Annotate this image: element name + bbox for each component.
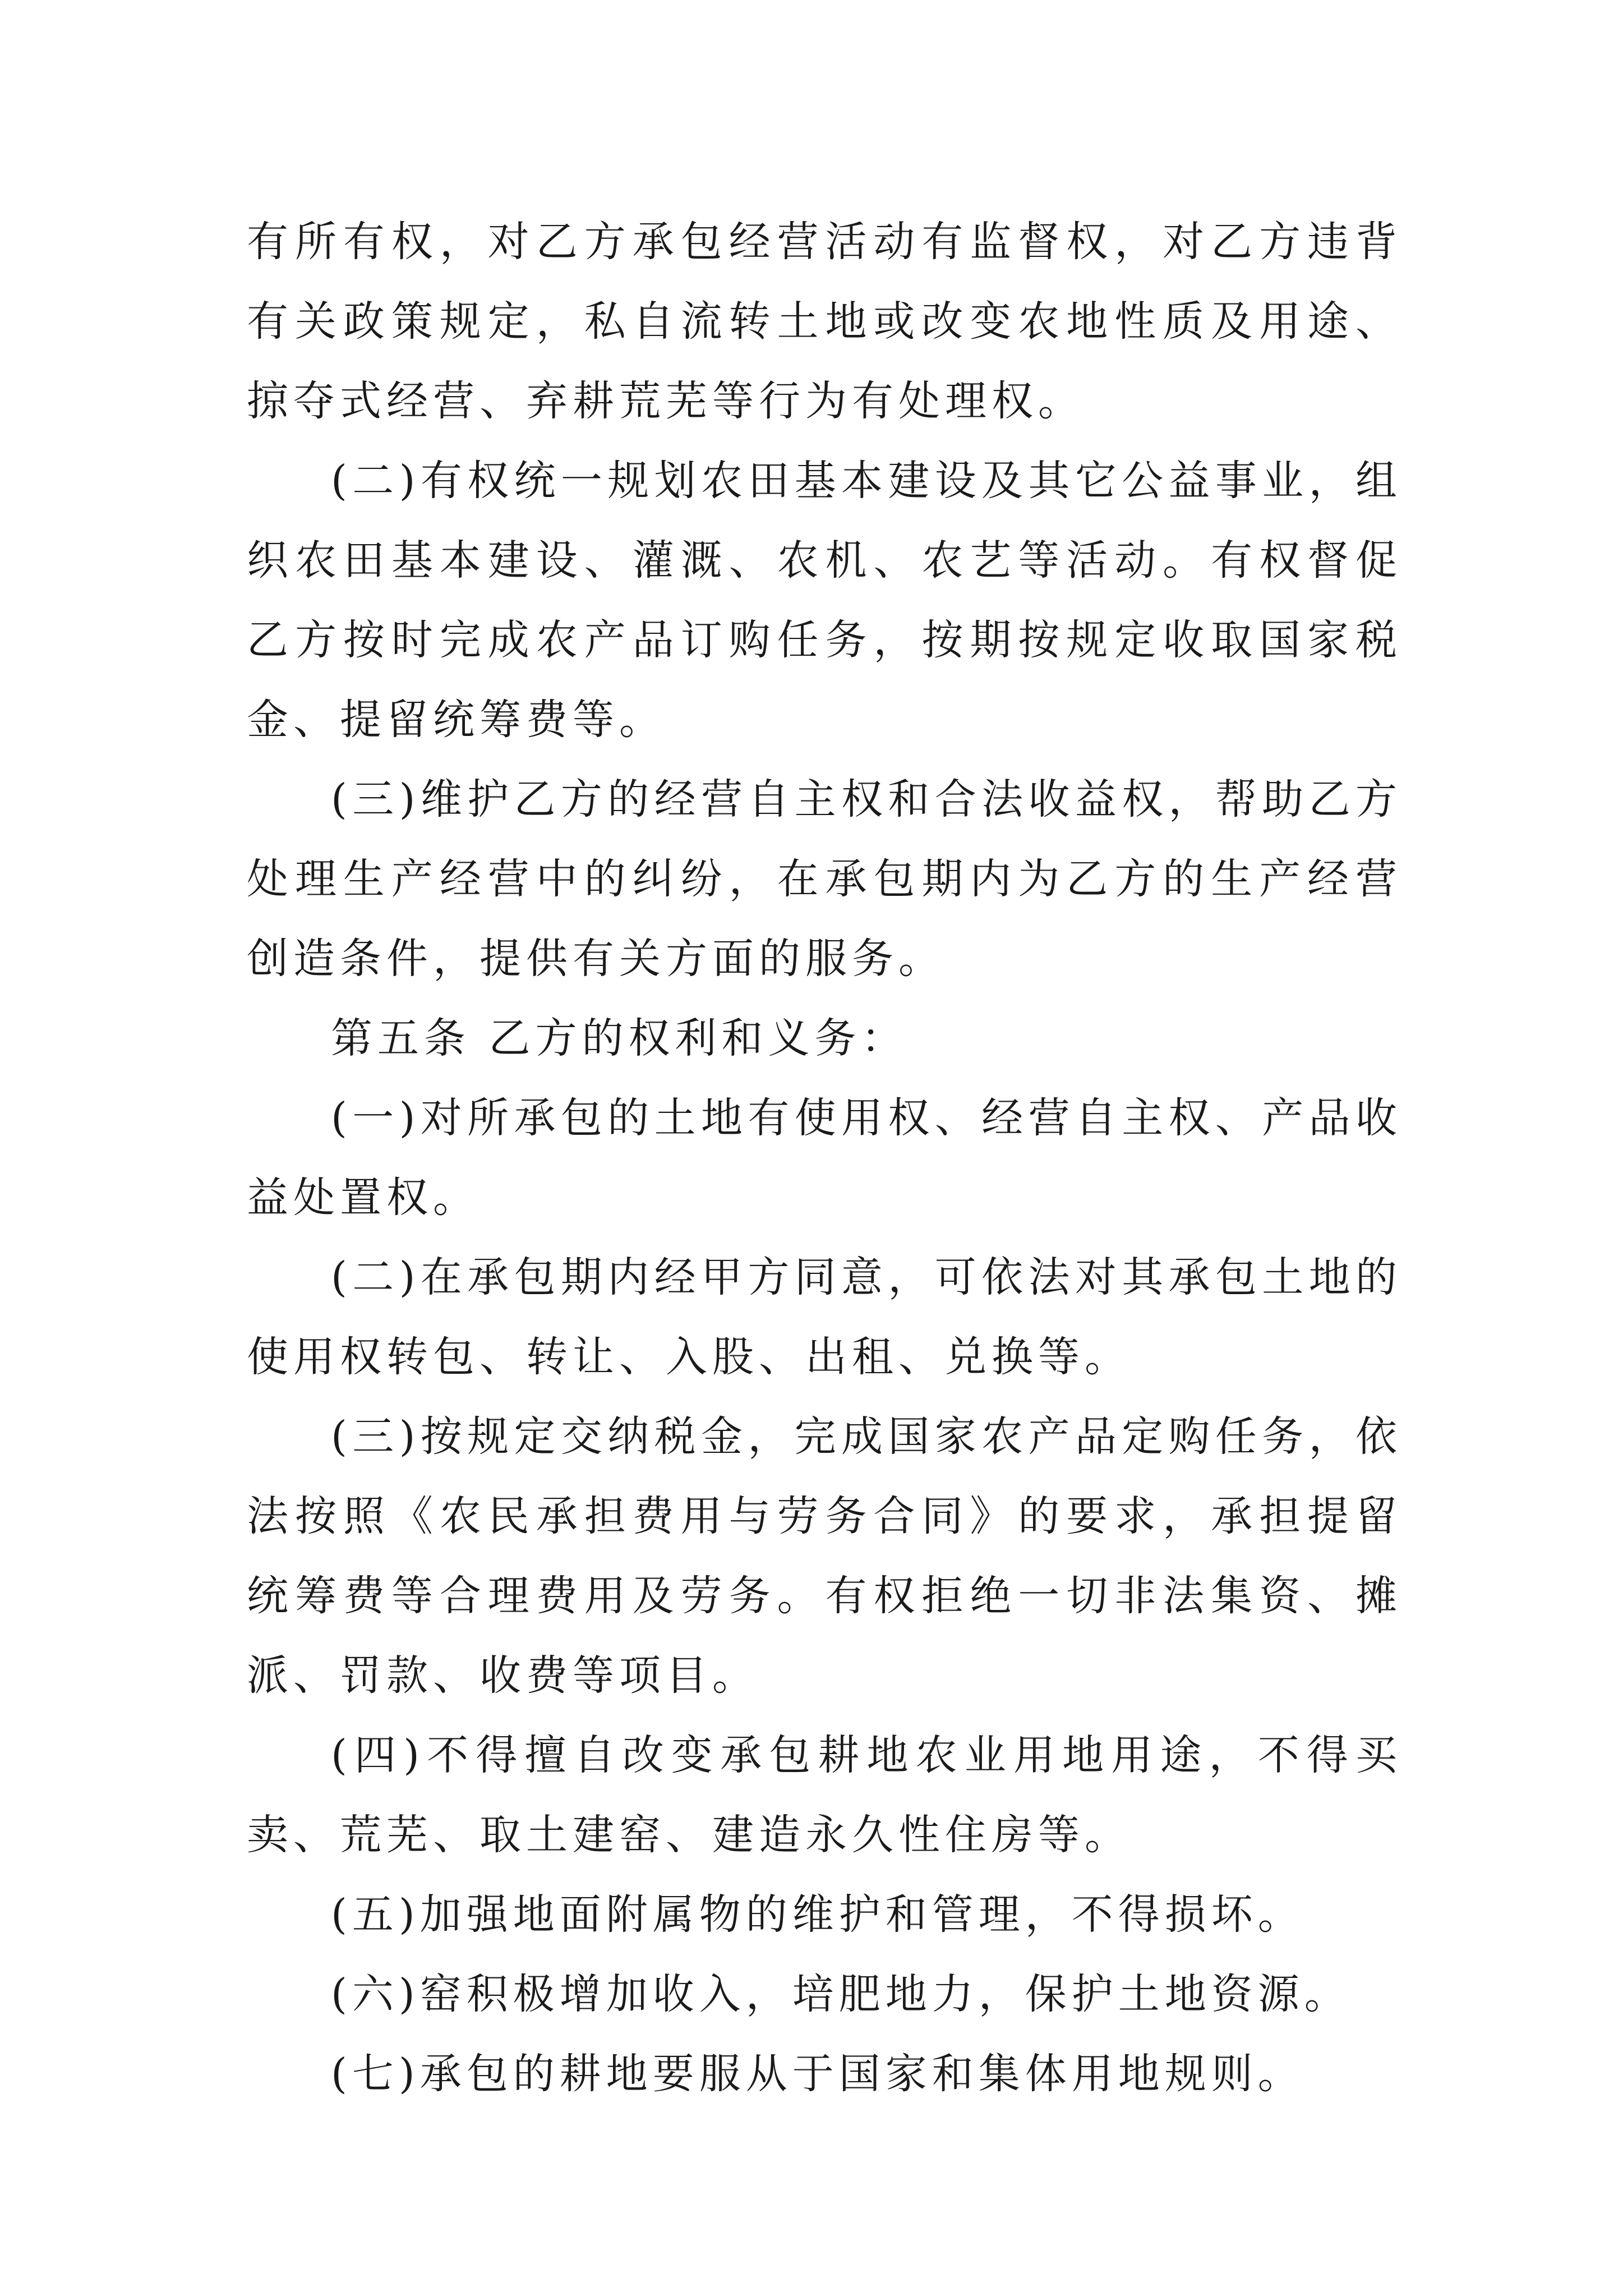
paragraph-item-2: (二)有权统一规划农田基本建设及其它公益事业，组织农田基本建设、灌溉、农机、农艺等活动。有权督促乙方按时完成农产品订购任务，按期按规定收取国家税金、提留统筹费等。 — [247, 457, 1402, 744]
paragraph-continuation: 有所有权，对乙方承包经营活动有监督权，对乙方违背有关政策规定，私自流转土地或改变农地性质及用途、掠夺式经营、弃耕荒芜等行为有处理权。 — [247, 218, 1402, 425]
document-body — [247, 202, 1402, 2114]
paragraph-item-2b: (二)在承包期内经甲方同意，可依法对其承包土地的使用权转包、转让、入股、出租、兑换等。 — [247, 1253, 1402, 1381]
paragraph-item-6: (六)窑积极增加收入，培肥地力，保护土地资源。 — [331, 1970, 1351, 2018]
paragraph-item-1: (一)对所承包的土地有使用权、经营自主权、产品收益处置权。 — [247, 1094, 1402, 1222]
paragraph-item-5: (五)加强地面附属物的维护和管理，不得损坏。 — [331, 1890, 1304, 1939]
paragraph-item-4: (四)不得擅自改变承包耕地农业用地用途，不得买卖、荒芜、取土建窑、建造永久性住房等。 — [247, 1731, 1402, 1859]
article-five-heading: 第五条 乙方的权利和义务： — [331, 1014, 908, 1062]
paragraph-item-3: (三)维护乙方的经营自主权和合法收益权，帮助乙方处理生产经营中的纠纷，在承包期内为乙方的生产经营创造条件，提供有关方面的服务。 — [247, 775, 1402, 983]
paragraph-item-3b: (三)按规定交纳税金，完成国家农产品定购任务，依法按照《农民承担费用与劳务合同》的要求，承担提留统筹费等合理费用及劳务。有权拒绝一切非法集资、摊派、罚款、收费等项目。 — [247, 1412, 1402, 1700]
paragraph-item-7: (七)承包的耕地要服从于国家和集体用地规则。 — [331, 2050, 1304, 2098]
